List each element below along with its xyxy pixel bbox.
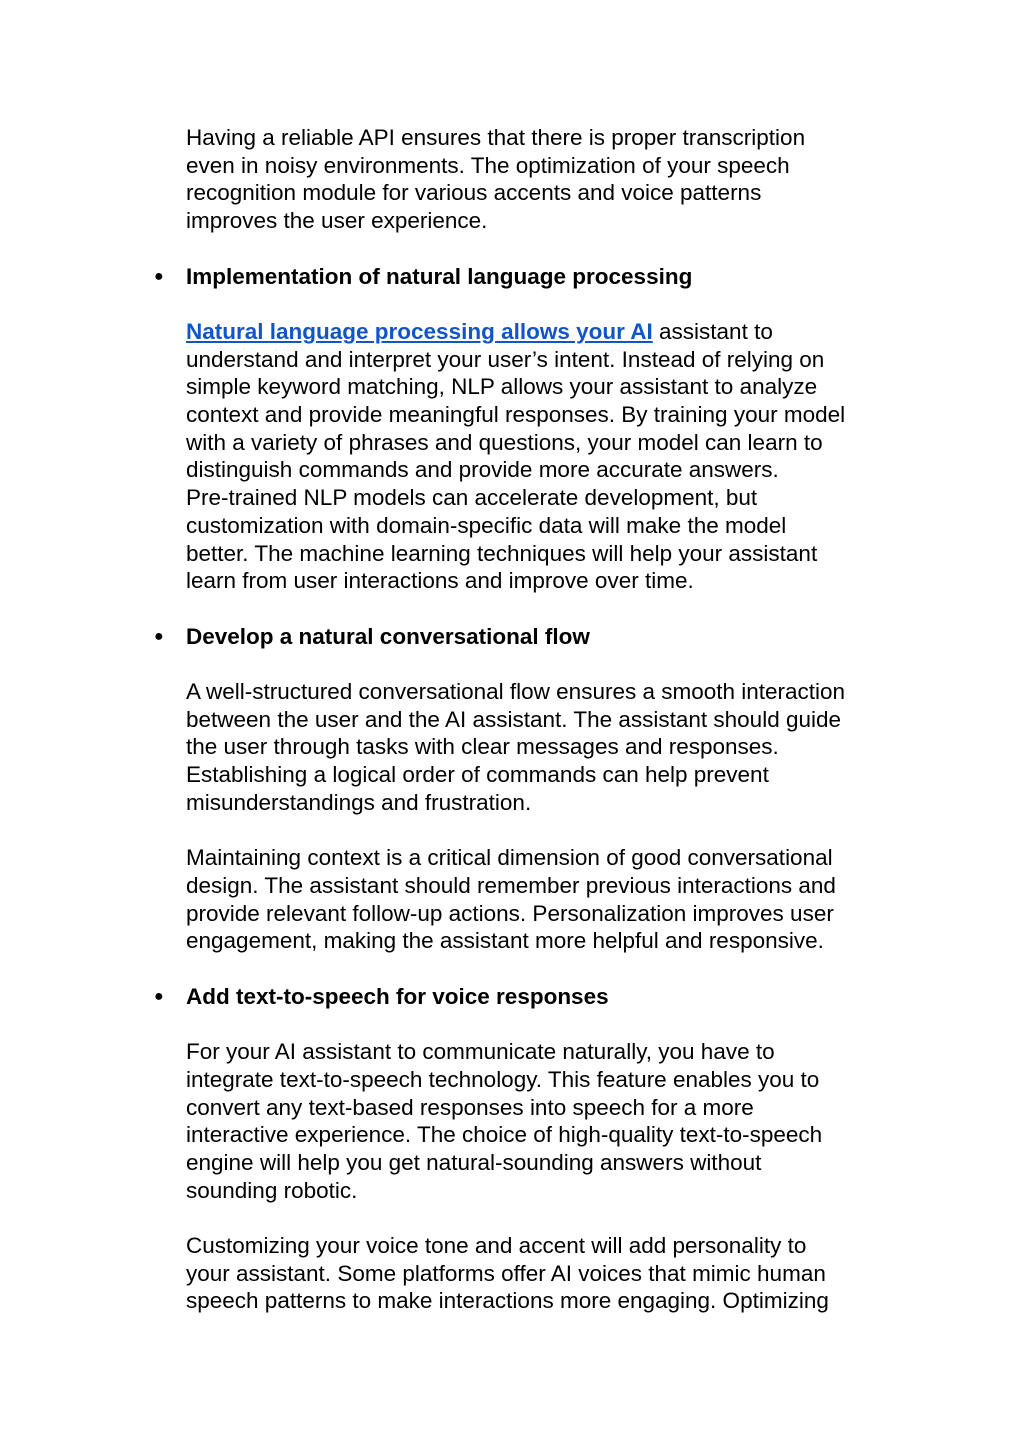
bullet-icon: ● <box>154 627 164 645</box>
text-line: even in noisy environments. The optimization of your speech <box>186 152 790 178</box>
document-body <box>154 124 906 1343</box>
text-line: interactive experience. The choice of high-quality text-to-speech <box>186 1122 823 1148</box>
text-line: Having a reliable API ensures that there is proper transcription <box>186 125 806 150</box>
text-line <box>186 318 906 346</box>
text-line: speech patterns to make interactions more engaging. Optimizing <box>186 1288 829 1314</box>
text-line: the user through tasks with clear messages and responses. <box>186 734 779 760</box>
text-line: improves the user experience. <box>186 208 488 234</box>
text-line: with a variety of phrases and questions, your model can learn to <box>186 429 823 455</box>
text-line: For your AI assistant to communicate naturally, you have to <box>186 1039 775 1065</box>
section-heading-tts <box>154 983 906 1011</box>
text-line: Establishing a logical order of commands can help prevent <box>186 762 769 788</box>
text-line: integrate text-to-speech technology. This feature enables you to <box>186 1066 820 1092</box>
text-line: your assistant. Some platforms offer AI voices that mimic human <box>186 1260 826 1286</box>
text-line: A well-structured conversational flow ensures a smooth interaction <box>186 679 846 704</box>
bullet-icon: ● <box>154 267 164 285</box>
text-line: learn from user interactions and improve over time. <box>186 568 694 594</box>
text-line: between the user and the AI assistant. The assistant should guide <box>186 706 842 732</box>
paragraph-flow-context <box>186 844 906 955</box>
nlp-link[interactable]: Natural language processing allows your AI <box>186 318 653 344</box>
link-trailing-text: assistant to <box>652 318 773 344</box>
text-line: engagement, making the assistant more helpful and responsive. <box>186 928 824 954</box>
text-line: simple keyword matching, NLP allows your assistant to analyze <box>186 374 818 400</box>
text-line: design. The assistant should remember previous interactions and <box>186 872 836 898</box>
text-line: understand and interpret your user’s intent. Instead of relying on <box>186 346 825 372</box>
bullet-icon: ● <box>154 987 164 1005</box>
text-line: engine will help you get natural-sounding answers without <box>186 1149 762 1175</box>
text-line: provide relevant follow-up actions. Personalization improves user <box>186 900 834 926</box>
paragraph-nlp <box>186 318 906 595</box>
text-line: Pre-trained NLP models can accelerate development, but <box>186 485 758 511</box>
paragraph-flow-structure <box>186 678 906 817</box>
heading-text: Implementation of natural language processing <box>186 263 693 289</box>
paragraph-tts-customization <box>186 1232 906 1315</box>
text-line: distinguish commands and provide more accurate answers. <box>186 457 779 483</box>
text-line: context and provide meaningful responses. By training your model <box>186 402 846 427</box>
text-line: customization with domain-specific data will make the model <box>186 512 787 538</box>
text-line: recognition module for various accents and voice patterns <box>186 180 762 206</box>
paragraph-tts-integration <box>186 1038 906 1204</box>
text-line: better. The machine learning techniques will help your assistant <box>186 540 818 566</box>
text-line: misunderstandings and frustration. <box>186 789 532 815</box>
paragraph-api-transcription <box>186 124 906 235</box>
section-heading-flow <box>154 623 906 651</box>
text-line: Customizing your voice tone and accent will add personality to <box>186 1233 807 1258</box>
text-line: Maintaining context is a critical dimension of good conversational <box>186 845 833 871</box>
section-heading-nlp <box>154 263 906 291</box>
heading-text: Develop a natural conversational flow <box>186 623 590 649</box>
text-line: sounding robotic. <box>186 1177 358 1203</box>
text-line: convert any text-based responses into speech for a more <box>186 1094 754 1120</box>
heading-text: Add text-to-speech for voice responses <box>186 983 609 1009</box>
